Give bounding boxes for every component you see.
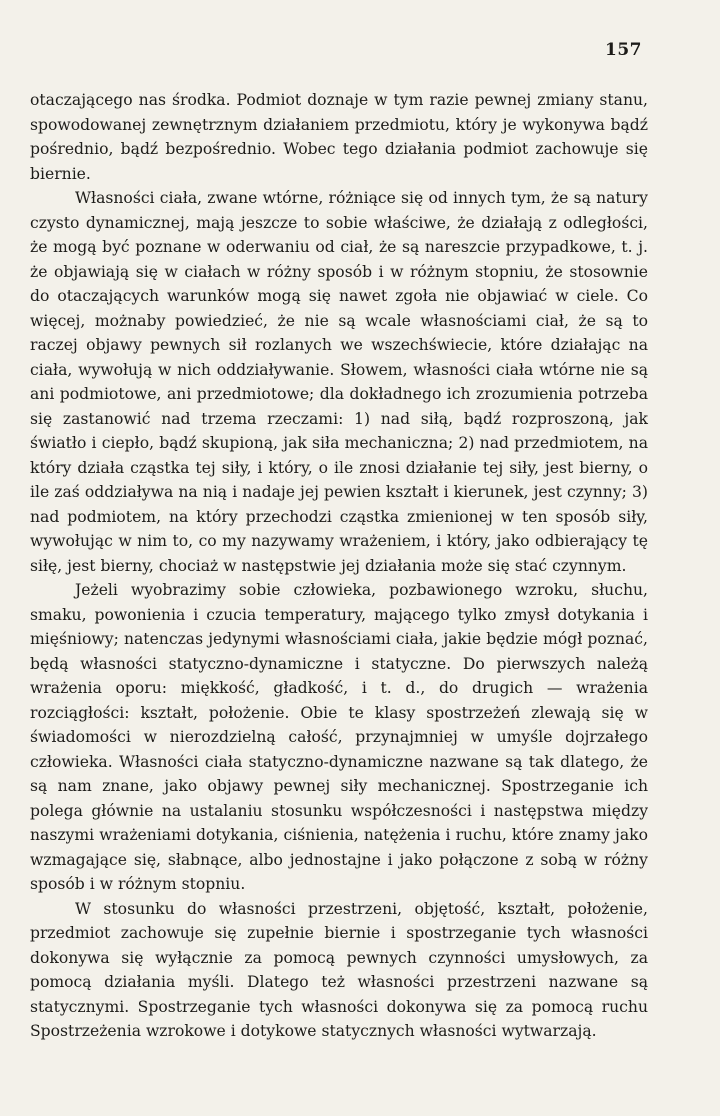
paragraph-4: W stosunku do własności przestrzeni, objętość, kształt, położenie, przedmiot zachowuje się zupełnie biernie i spostrzeganie tych własności dokonywa się wyłącznie za pomocą pewnych czynności umysłowych, za pomocą działania myśli. Dlatego też własności przestrzeni nazwane są statycznymi. Spostrzeganie tych własności dokonywa się za pomocą ruchu Spostrzeżenia wzrokowe i dotykowe statycznych własności wytwarzają. xyxy=(30,899,648,1040)
paragraph-3: Jeżeli wyobrazimy sobie człowieka, pozbawionego wzroku, słuchu, smaku, powonienia i czucia temperatury, mającego tylko zmysł dotykania i mięśniowy; natenczas jedynymi własnościami ciała, jakie będzie mógł poznać, będą własności statyczno-dynamiczne i statyczne. Do pierwszych należą wrażenia oporu: miękkość, gładkość, i t. d., do drugich — wrażenia rozciągłości: kształt, położenie. Obie te klasy spostrzeżeń zlewają się w świadomości w nierozdzielną całość, przynajmniej w umyśle dojrzałego człowieka. Własności ciała statyczno-dynamiczne nazwane są tak dlatego, że są nam znane, jako objawy pewnej siły mechanicznej. Spostrzeganie ich polega głównie na ustalaniu stosunku współczesności i następstwa między naszymi wrażeniami dotykania, ciśnienia, natężenia i ruchu, które znamy jako wzmagające się, słabnące, albo jednostajne i jako połączone z sobą w różny sposób i w różnym stopniu. xyxy=(30,581,648,893)
paragraph-2: Własności ciała, zwane wtórne, różniące się od innych tym, że są natury czysto dynamicznej, mają jeszcze to sobie właściwe, że działają z odległości, że mogą być poznane w oderwaniu od ciał, że są nareszcie przypadkowe, t. j. że objawiają się w ciałach w różny sposób i w różnym stopniu, że stosownie do otaczających warunków mogą się nawet zgoła nie objawiać w ciele. Co więcej, możnaby powiedzieć, że nie są wcale własnościami ciał, że są to raczej objawy pewnych sił rozlanych we wszechświecie, które działając na ciała, wywołują w nich oddziaływanie. Słowem, własności ciała wtórne nie są ani podmiotowe, ani przedmiotowe; dla dokładnego ich zrozumienia potrzeba się zastanowić nad trzema rzeczami: 1) nad siłą, bądź rozproszoną, jak światło i ciepło, bądź skupioną, jak siła mechaniczna; 2) nad przedmiotem, na który działa cząstka tej siły, i który, o ile znosi działanie tej siły, jest bierny, o ile zaś oddziaływa na nią i nadaje jej pewien kształt i kierunek, jest czynny; 3) nad podmiotem, na który przechodzi cząstka zmienionej w ten sposób siły, wywołując w nim to, co my nazywamy wrażeniem, i który, jako odbierający tę siłę, jest bierny, chociaż w następstwie jej działania może się stać czynnym. xyxy=(30,189,648,575)
paragraph-1: otaczającego nas środka. Podmiot doznaje w tym razie pewnej zmiany stanu, spowodowanej zewnętrznym działaniem przedmiotu, który je wykonywa bądź pośrednio, bądź bezpośrednio. Wobec tego działania podmiot zachowuje się biernie. xyxy=(30,91,648,183)
page-number: 157 xyxy=(605,40,642,60)
page-text xyxy=(30,88,648,1044)
